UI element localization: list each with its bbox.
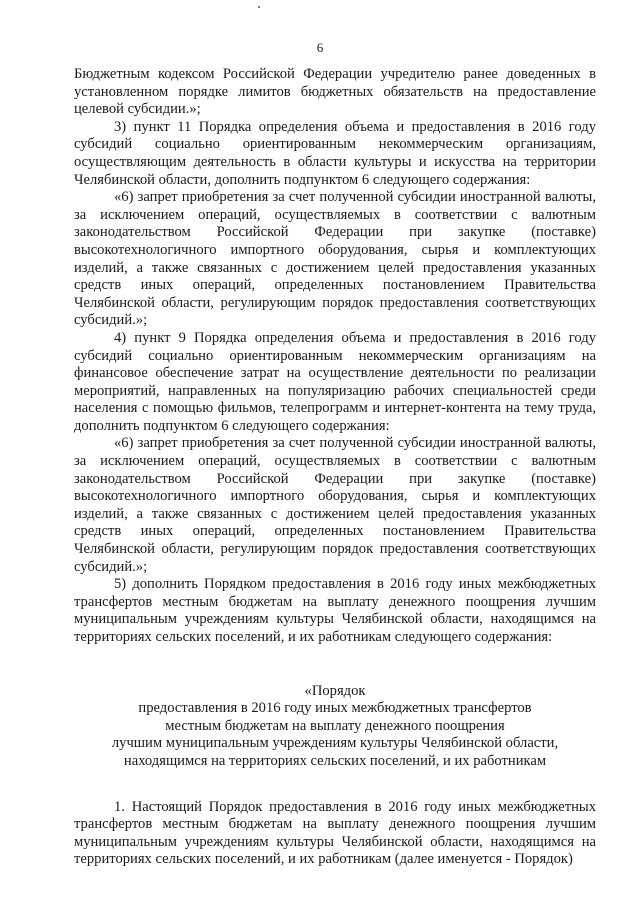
paragraph-item-4-quote: «6) запрет приобретения за счет полученной субсидии иностранной валюты, за исключением операций, осуществляемых в соответствии с валютным законодательством Российской Федерации при закупке (поставке) высокотехнологичного импортного оборудования, сырья и комплектующих изделий, а также связанных с достижением целей предоставления указанных средств иных операций, определенных постановлением Правительства Челябинской области, регулирующим порядок предоставления соответствующих субсидий.»; [74, 435, 596, 575]
scan-speck [258, 6, 260, 8]
order-heading-line: предоставления в 2016 году иных межбюджетных трансфертов [138, 700, 532, 717]
spacer [74, 647, 596, 683]
paragraph-item-3: 3) пункт 11 Порядка определения объема и предоставления в 2016 году субсидий социально ориентированным некоммерческим организациям, осуществляющим деятельность в области культуры и искусства на территории Челябинской области, дополнить подпунктом 6 следующего содержания: [74, 118, 596, 188]
page-number: 6 [316, 40, 324, 55]
paragraph-order-point-1: 1. Настоящий Порядок предоставления в 2016 году иных межбюджетных трансфертов местным бюджетам на выплату денежного поощрения лучшим муниципальным учреждениям культуры Челябинской области, находящимся на территориях сельских поселений, и их работникам (далее именуется - Порядок) [74, 798, 596, 868]
order-heading-title: «Порядок [304, 682, 366, 699]
paragraph-item-3-quote: «6) запрет приобретения за счет полученной субсидии иностранной валюты, за исключением операций, осуществляемых в соответствии с валютным законодательством Российской Федерации при закупке (поставке) высокотехнологичного импортного оборудования, сырья и комплектующих изделий, а также связанных с достижением целей предоставления указанных средств иных операций, определенных постановлением Правительства Челябинской области, регулирующим порядок предоставления соответствующих субсидий.»; [74, 189, 596, 329]
order-heading [74, 683, 596, 771]
order-heading-line: находящимся на территориях сельских поселений, и их работникам [123, 752, 547, 769]
paragraph-item-4: 4) пункт 9 Порядка определения объема и предоставления в 2016 году субсидий социально ориентированным некоммерческим организациям на финансовое обеспечение затрат на осуществление деятельности по реализации мероприятий, направленных на популяризацию рабочих специальностей среди населения с помощью фильмов, телепрограмм и интернет-контента на тему труда, дополнить подпунктом 6 следующего содержания: [74, 329, 596, 434]
paragraph-item-5: 5) дополнить Порядком предоставления в 2016 году иных межбюджетных трансфертов местным бюджетам на выплату денежного поощрения лучшим муниципальным учреждениям культуры Челябинской области, находящимся на территориях сельских поселений, и их работникам следующего содержания: [74, 576, 596, 645]
order-heading-line: лучшим муниципальным учреждениям культуры Челябинской области, [111, 735, 559, 752]
order-heading-line: местным бюджетам на выплату денежного поощрения [165, 717, 505, 734]
document-body [74, 66, 596, 869]
paragraph-continuation: Бюджетным кодексом Российской Федерации учредителю ранее доведенных в установленном порядке лимитов бюджетных обязательств на предоставление целевой субсидии.»; [74, 66, 596, 118]
spacer [74, 771, 596, 799]
